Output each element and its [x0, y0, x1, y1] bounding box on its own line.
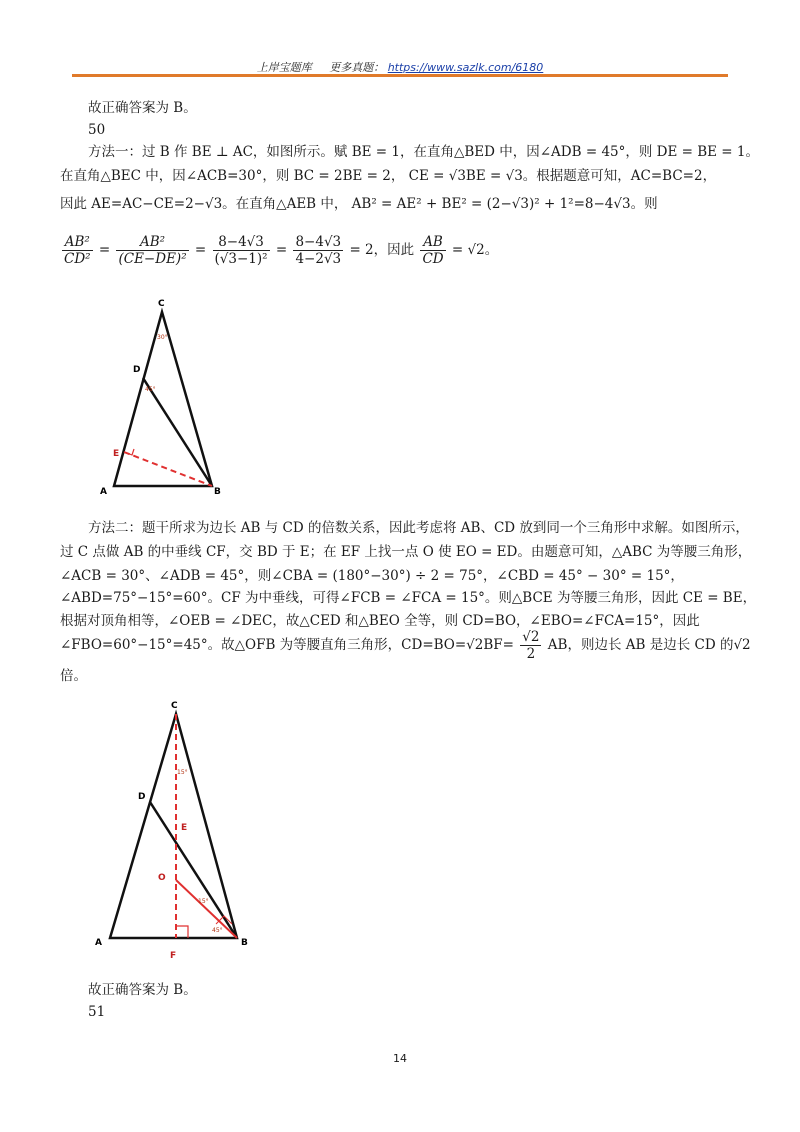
fig1-angle-c: 30°: [157, 334, 168, 341]
method2-line6-b: AB，则边长 AB 是边长 CD 的√2: [547, 637, 751, 653]
method1-line2: 在直角△BEC 中，因∠ACB=30°，则 BC = 2BE = 2， CE = √3BE = √3。根据题意可知，AC=BC=2，: [60, 168, 717, 184]
result-end-text: = √2。: [451, 242, 499, 258]
fig2-label-e: E: [181, 823, 188, 833]
fraction-4: $\frac{8-4√3}{4-2√3}$: [295, 234, 342, 267]
fig2-label-d: D: [138, 792, 146, 802]
method2-line6: [60, 629, 750, 662]
fig2-label-f: F: [170, 951, 177, 961]
fig1-label-b: B: [214, 487, 221, 497]
method2-line2: 过 C 点做 AB 的中垂线 CF，交 BD 于 E；在 EF 上找一点 O 使 EO = ED。由题意可知，△ABC 为等腰三角形，: [60, 544, 752, 560]
method2-fraction: $\frac{√2}{2}$: [522, 629, 540, 662]
method2-line3: ∠ACB = 30°、∠ADB = 45°，则∠CBA = (180°−30°) ÷ 2 = 75°，∠CBD = 45° − 30° = 15°，: [60, 568, 684, 584]
method2-line7: 倍。: [60, 668, 87, 684]
figure-1-triangle-diagram: [80, 290, 260, 500]
figure-2-triangle-diagram: [85, 700, 275, 970]
method2-line1: 方法二：题干所求为边长 AB 与 CD 的倍数关系，因此考虑将 AB、CD 放到同一个三角形中求解。如图所示，: [88, 520, 749, 536]
header-site: 上岸宝题库: [256, 61, 312, 74]
method2-line5: 根据对顶角相等，∠OEB = ∠DEC，故△CED 和△BEO 全等，则 CD=BO，∠EBO=∠FCA=15°，因此: [60, 613, 700, 629]
fraction-5: $\frac{AB}{CD}$: [422, 234, 444, 267]
page-header: [0, 59, 800, 75]
method2-line4: ∠ABD=75°−15°=60°。CF 为中垂线，可得∠FCB = ∠FCA = 15°。则△BCE 为等腰三角形，因此 CE = BE，: [60, 590, 757, 606]
fig2-label-a: A: [95, 938, 102, 948]
answer-line-1: 故正确答案为 B。: [88, 100, 197, 116]
answer-line-2: 故正确答案为 B。: [88, 982, 197, 998]
fig2-angle-b: 45°: [212, 927, 223, 934]
method2-line6-a: ∠FBO=60°−15°=45°。故△OFB 为等腰直角三角形，CD=BO=√2BF=: [60, 637, 514, 653]
question-number-50: 50: [88, 122, 106, 138]
fig1-angle-d: 45°: [145, 386, 156, 393]
method1-fraction-equation: $\frac{\text{AB²}}{\text{CD²}}$ = $\frac{\text{AB²}}{\text{(CE−DE)²}}$ = $\frac{8-4√3}{\text{(√3−1)²}}$ = $\frac{8-4√3}{4-2√3}$ = 2，因此 $\frac{AB}{CD}$ = √2。: [64, 234, 499, 267]
fig1-label-e: E: [113, 449, 120, 459]
fig1-label-c: C: [158, 299, 165, 309]
header-url-link[interactable]: https://www.sazlk.com/6180: [387, 61, 544, 74]
fig2-label-c: C: [171, 701, 178, 711]
fig2-label-b: B: [241, 938, 248, 948]
fraction-3: $\frac{8-4√3}{\text{(√3−1)²}}$: [214, 234, 268, 267]
method1-line3: 因此 AE=AC−CE=2−√3。在直角△AEB 中， AB² = AE² + BE² = (2−√3)² + 1²=8−4√3。则: [60, 196, 658, 212]
header-more-label: 更多真题：: [329, 61, 385, 74]
fraction-1: $\frac{\text{AB²}}{\text{CD²}}$: [64, 234, 91, 267]
fraction-2: $\frac{\text{AB²}}{\text{(CE−DE)²}}$: [118, 234, 187, 267]
fig1-label-a: A: [100, 487, 107, 497]
fig2-label-o: O: [158, 873, 166, 883]
header-divider: [72, 74, 728, 77]
page-number: 14: [393, 1052, 407, 1065]
fig2-angle-ob: 15°: [198, 898, 209, 905]
fig2-angle-c: 15°: [177, 769, 188, 776]
result-mid-text: = 2，因此: [349, 242, 415, 258]
question-number-51: 51: [88, 1004, 106, 1020]
fig1-label-d: D: [133, 365, 141, 375]
method1-line1: 方法一：过 B 作 BE ⊥ AC，如图所示。赋 BE = 1，在直角△BED 中，因∠ADB = 45°，则 DE = BE = 1。: [88, 144, 759, 160]
